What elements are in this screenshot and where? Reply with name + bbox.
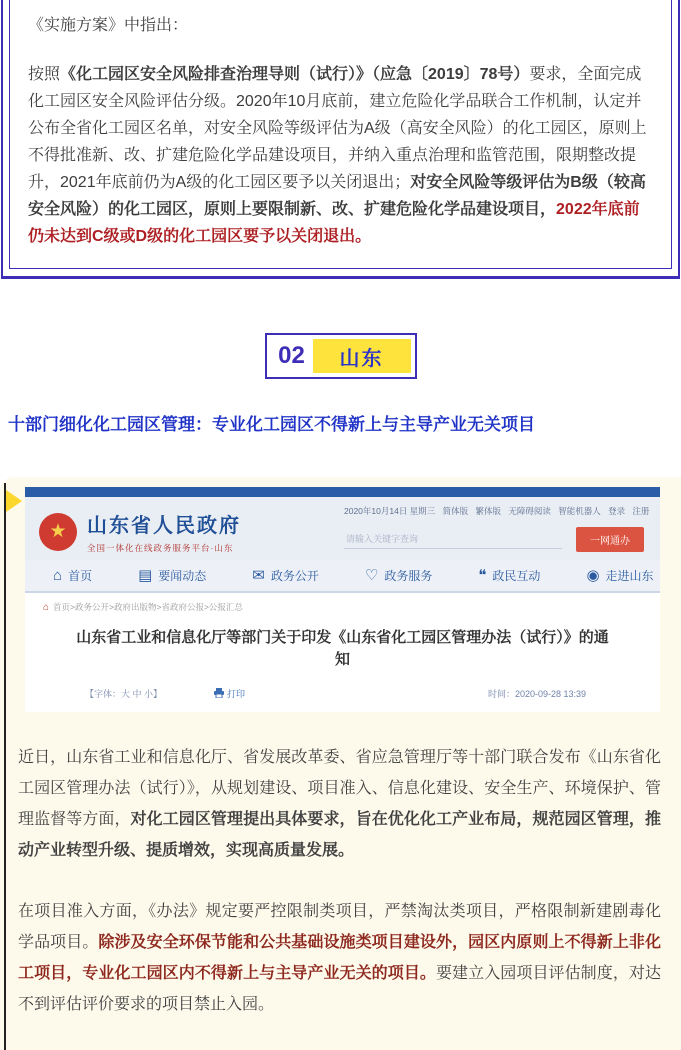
gov-top-links [344, 505, 650, 517]
gov-nav-explore[interactable] [586, 566, 653, 584]
link-robot[interactable]: 智能机器人 [558, 506, 601, 516]
link-login[interactable]: 登录 [608, 506, 626, 516]
p1-normal: 近日，山东省工业和信息化厅、省发展改革委、省应急管理厅等十部门联合发布《山东省化工园区管理办法（试行）》，从规划建设、项目准入、信息化建设、安全生产、环境保护、管理监督等方面， [18, 748, 661, 828]
gov-nav-home-label: 首页 [68, 568, 93, 583]
gov-search-bar [344, 527, 644, 552]
link-accessibility[interactable]: 无障碍阅读 [508, 506, 551, 516]
print-label: 打印 [227, 688, 246, 699]
emblem-star-glyph: ★ [49, 521, 67, 542]
gov-site-name: 山东省人民政府 [87, 515, 241, 537]
gov-nav [25, 560, 660, 593]
quote-body-red: 2022年底前仍未达到C级或D级的化工园区要予以关闭退出。 [28, 201, 640, 245]
gov-brand [39, 509, 241, 554]
gov-meta-row [43, 687, 642, 700]
shandong-section [0, 477, 681, 1050]
link-register[interactable]: 注册 [632, 506, 650, 516]
quote-body-normal: 要求，全面完成化工园区安全风险评估分级。2020年10月底前，建立危险化学品联合工作机制，认定并公布全省化工园区名单，对安全风险等级评估为A级（高安全风险）的化工园区，原则上不得批准新、改、扩建危险化学品建设项目，并纳入重点治理和监管范围，限期整改提升，2021年底前仍为A级的化工园区要予以关闭退出； [28, 66, 647, 191]
font-size-control[interactable]: 【字体：大 中 小】 [85, 688, 163, 699]
article-paragraph-1 [18, 742, 661, 866]
quote-lead: 按照 [28, 66, 61, 83]
gov-date: 2020年10月14日 星期三 [344, 506, 436, 516]
gov-nav-interaction[interactable] [478, 566, 540, 584]
gov-nav-service-label: 政务服务 [384, 568, 433, 583]
gov-nav-home[interactable] [53, 566, 92, 584]
heart-icon: ♡ [364, 567, 379, 584]
gov-nav-service[interactable] [365, 566, 432, 584]
gov-nav-news[interactable] [138, 566, 206, 584]
gov-nav-open[interactable] [252, 566, 319, 584]
gov-nav-open-label: 政务公开 [270, 568, 319, 583]
printer-icon [214, 688, 224, 698]
notice-title: 山东省工业和信息化厅等部门关于印发《山东省化工园区管理办法（试行）》的通知 [76, 629, 609, 668]
p2-normal-a: 在项目准入方面，《办法》规定要严控限制类项目，严禁淘汰类项目，严格限制新建剧毒化学品项目。 [18, 902, 661, 951]
gov-header [25, 497, 660, 560]
left-guide-line [4, 483, 6, 1050]
article-paragraph-2 [18, 896, 661, 1020]
gov-site-screenshot [25, 487, 660, 712]
national-emblem-icon [39, 513, 77, 551]
link-traditional[interactable]: 繁体版 [475, 506, 501, 516]
link-simplified[interactable]: 简体版 [442, 506, 469, 516]
yiwangtongban-button[interactable]: 一网通办 [576, 527, 644, 552]
book-icon: ▤ [138, 567, 153, 584]
gov-nav-explore-label: 走进山东 [605, 568, 654, 583]
article-heading: 十部门细化化工园区管理：专业化工园区不得新上与主导产业无关项目 [8, 415, 535, 434]
p2-normal-b: 要建立入园项目评估制度，对达不到评估评价要求的项目禁止入园。 [18, 964, 661, 1013]
breadcrumb-home-icon: ⌂ [43, 601, 50, 613]
yellow-arrow-marker [6, 490, 22, 512]
section-number: 02 [278, 342, 305, 369]
gov-brand-text [87, 509, 241, 554]
quote-paragraph [28, 61, 651, 250]
quote-intro: 《实施方案》中指出： [28, 17, 189, 34]
gov-search-input[interactable] [344, 530, 562, 549]
gov-content [25, 593, 660, 712]
p2-red-bold: 除涉及安全环保节能和公共基础设施类项目建设外，园区内原则上不得新上非化工项目，专业化工园区内不得新上与主导产业无关的项目。 [18, 933, 661, 982]
gov-header-right [344, 505, 650, 552]
section-badge [265, 333, 417, 379]
p1-bold: 对化工园区管理提出具体要求，旨在优化化工产业布局，规范园区管理，推动产业转型升级、提质增效，实现高质量发展。 [18, 810, 661, 859]
publish-time: 时间：2020-09-28 13:39 [487, 688, 586, 699]
gov-site-subtitle: 全国一体化在线政务服务平台·山东 [87, 543, 234, 553]
section-label: 山东 [313, 339, 411, 373]
home-icon: ⌂ [53, 566, 63, 584]
quote-box [1, 0, 680, 279]
quote-body-bold: 对安全风险等级评估为B级（较高安全风险）的化工园区，原则上要限制新、改、扩建危险化学品建设项目， [28, 174, 646, 218]
print-button[interactable] [214, 687, 245, 700]
mail-icon: ✉ [252, 567, 265, 584]
quote-box-inner [9, 0, 672, 269]
gov-top-bar [25, 487, 660, 497]
map-pin-icon: ◉ [586, 567, 600, 584]
breadcrumb[interactable] [43, 601, 642, 613]
gov-nav-news-label: 要闻动态 [158, 568, 207, 583]
quote-doc-title: 《化工园区安全风险排查治理导则（试行）》（应急〔2019〕78号） [60, 66, 530, 83]
gov-nav-interaction-label: 政民互动 [492, 568, 541, 583]
dialog-icon: ❝ [478, 567, 487, 584]
breadcrumb-trail: 首页>政务公开>政府出版物>省政府公报>公报汇总 [53, 602, 243, 612]
